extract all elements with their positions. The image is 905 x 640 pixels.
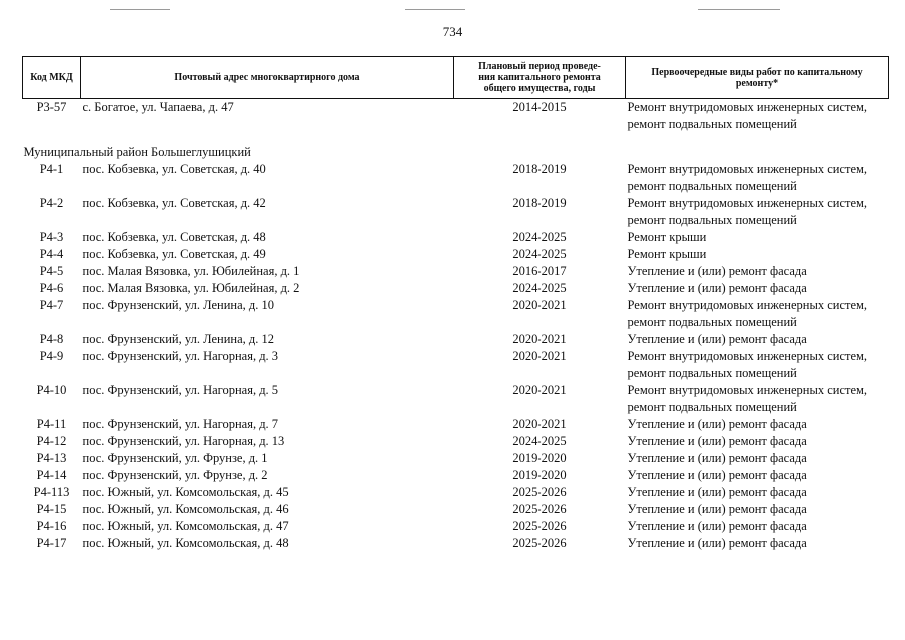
header-works: Первоочередные виды работ по капитальному ремонту* [626,57,889,99]
repair-works [626,518,889,535]
district-name: Муниципальный район Большеглушицкий [23,145,251,159]
mkd-code: Р4-16 [36,519,67,533]
postal-address: пос. Малая Вязовка, ул. Юбилейная, д. 2 [82,281,300,295]
postal-address: пос. Фрунзенский, ул. Нагорная, д. 13 [82,434,285,448]
mkd-code: Р4-9 [39,349,64,363]
repair-work-line: Утепление и (или) ремонт фасада [627,536,807,550]
repair-works [626,280,889,297]
repair-work-line: ремонт подвальных помещений [627,400,797,414]
repair-works [626,195,889,229]
planned-period: 2018-2019 [512,196,567,210]
planned-period: 2025-2026 [512,536,567,550]
table-row [23,161,889,195]
header-period: Плановый период проведе- ния капитального ремонта общего имущества, годы [454,57,626,99]
mkd-code: Р4-113 [33,485,70,499]
repair-work-line: Утепление и (или) ремонт фасада [627,281,807,295]
mkd-code: Р4-3 [39,230,64,244]
repair-work-line: Ремонт внутридомовых инженерных систем, [627,100,868,114]
mkd-code: Р4-13 [36,451,67,465]
repair-work-line: ремонт подвальных помещений [627,213,797,227]
table-body [23,99,889,553]
repair-work-line: Утепление и (или) ремонт фасада [627,502,807,516]
repair-work-line: Ремонт крыши [627,230,707,244]
mkd-code: Р4-4 [39,247,64,261]
scan-artifact-left [110,9,170,10]
table-row [23,382,889,416]
repair-work-line: Утепление и (или) ремонт фасада [627,451,807,465]
repair-work-line: Утепление и (или) ремонт фасада [627,332,807,346]
repair-works [626,382,889,416]
repair-works [626,467,889,484]
table-header [23,57,889,99]
capital-repair-table [22,56,889,552]
mkd-code: Р4-2 [39,196,64,210]
repair-works [626,501,889,518]
planned-period: 2024-2025 [512,247,567,261]
repair-work-line: ремонт подвальных помещений [627,179,797,193]
planned-period: 2025-2026 [512,502,567,516]
postal-address: пос. Фрунзенский, ул. Нагорная, д. 3 [82,349,279,363]
table-row [23,467,889,484]
table-row [23,331,889,348]
repair-works [626,297,889,331]
planned-period: 2025-2026 [512,485,567,499]
repair-works [626,331,889,348]
repair-work-line: ремонт подвальных помещений [627,366,797,380]
mkd-code: Р4-6 [39,281,64,295]
table-row [23,433,889,450]
table-row [23,348,889,382]
table-row [23,501,889,518]
mkd-code: Р4-7 [39,298,64,312]
postal-address: пос. Фрунзенский, ул. Фрунзе, д. 2 [82,468,268,482]
repair-work-line: Утепление и (или) ремонт фасада [627,417,807,431]
repair-work-line: Утепление и (или) ремонт фасада [627,434,807,448]
planned-period: 2018-2019 [512,162,567,176]
repair-works [626,263,889,280]
postal-address: с. Богатое, ул. Чапаева, д. 47 [82,100,234,114]
repair-works [626,99,889,134]
repair-work-line: Утепление и (или) ремонт фасада [627,468,807,482]
repair-work-line: Ремонт внутридомовых инженерных систем, [627,383,868,397]
postal-address: пос. Фрунзенский, ул. Фрунзе, д. 1 [82,451,268,465]
repair-work-line: Утепление и (или) ремонт фасада [627,264,807,278]
postal-address: пос. Кобзевка, ул. Советская, д. 42 [82,196,266,210]
postal-address: пос. Южный, ул. Комсомольская, д. 45 [82,485,289,499]
planned-period: 2020-2021 [512,417,567,431]
repair-work-line: Утепление и (или) ремонт фасада [627,485,807,499]
postal-address: пос. Фрунзенский, ул. Нагорная, д. 5 [82,383,279,397]
mkd-code: Р4-17 [36,536,67,550]
repair-work-line: ремонт подвальных помещений [627,117,797,131]
table-row [23,246,889,263]
scan-artifact-middle [405,9,465,10]
planned-period: 2020-2021 [512,349,567,363]
table-row [23,229,889,246]
repair-work-line: Ремонт крыши [627,247,707,261]
district-heading-row [23,133,889,161]
planned-period: 2019-2020 [512,468,567,482]
mkd-code: Р4-12 [36,434,67,448]
postal-address: пос. Малая Вязовка, ул. Юбилейная, д. 1 [82,264,300,278]
table-row [23,99,889,134]
repair-work-line: Ремонт внутридомовых инженерных систем, [627,349,868,363]
mkd-code: Р3-57 [36,100,67,114]
mkd-code: Р4-15 [36,502,67,516]
table-row [23,484,889,501]
planned-period: 2020-2021 [512,383,567,397]
table-row [23,518,889,535]
planned-period: 2019-2020 [512,451,567,465]
mkd-code: Р4-1 [39,162,64,176]
repair-works [626,416,889,433]
postal-address: пос. Южный, ул. Комсомольская, д. 48 [82,536,289,550]
scan-artifact-right [698,9,780,10]
postal-address: пос. Кобзевка, ул. Советская, д. 40 [82,162,266,176]
planned-period: 2016-2017 [512,264,567,278]
repair-work-line: Ремонт внутридомовых инженерных систем, [627,196,868,210]
repair-works [626,535,889,552]
postal-address: пос. Фрунзенский, ул. Ленина, д. 10 [82,298,274,312]
planned-period: 2020-2021 [512,332,567,346]
mkd-code: Р4-10 [36,383,67,397]
table-row [23,280,889,297]
postal-address: пос. Фрунзенский, ул. Нагорная, д. 7 [82,417,279,431]
planned-period: 2014-2015 [512,100,567,114]
planned-period: 2024-2025 [512,434,567,448]
header-address: Почтовый адрес многоквартирного дома [81,57,454,99]
page-number: 734 [442,24,463,39]
table-row [23,263,889,280]
planned-period: 2025-2026 [512,519,567,533]
repair-works [626,348,889,382]
postal-address: пос. Фрунзенский, ул. Ленина, д. 12 [82,332,274,346]
repair-works [626,161,889,195]
repair-works [626,246,889,263]
table-row [23,535,889,552]
mkd-code: Р4-11 [36,417,67,431]
planned-period: 2024-2025 [512,230,567,244]
table-row [23,450,889,467]
repair-work-line: Ремонт внутридомовых инженерных систем, [627,298,868,312]
planned-period: 2024-2025 [512,281,567,295]
repair-works [626,229,889,246]
repair-works [626,450,889,467]
mkd-code: Р4-14 [36,468,67,482]
postal-address: пос. Южный, ул. Комсомольская, д. 47 [82,519,289,533]
planned-period: 2020-2021 [512,298,567,312]
repair-works [626,484,889,501]
header-code: Код МКД [23,57,81,99]
table-row [23,416,889,433]
postal-address: пос. Кобзевка, ул. Советская, д. 48 [82,230,266,244]
mkd-code: Р4-8 [39,332,64,346]
mkd-code: Р4-5 [39,264,64,278]
postal-address: пос. Кобзевка, ул. Советская, д. 49 [82,247,266,261]
repair-work-line: Ремонт внутридомовых инженерных систем, [627,162,868,176]
postal-address: пос. Южный, ул. Комсомольская, д. 46 [82,502,289,516]
repair-work-line: ремонт подвальных помещений [627,315,797,329]
table-row [23,195,889,229]
table-row [23,297,889,331]
repair-works [626,433,889,450]
repair-work-line: Утепление и (или) ремонт фасада [627,519,807,533]
